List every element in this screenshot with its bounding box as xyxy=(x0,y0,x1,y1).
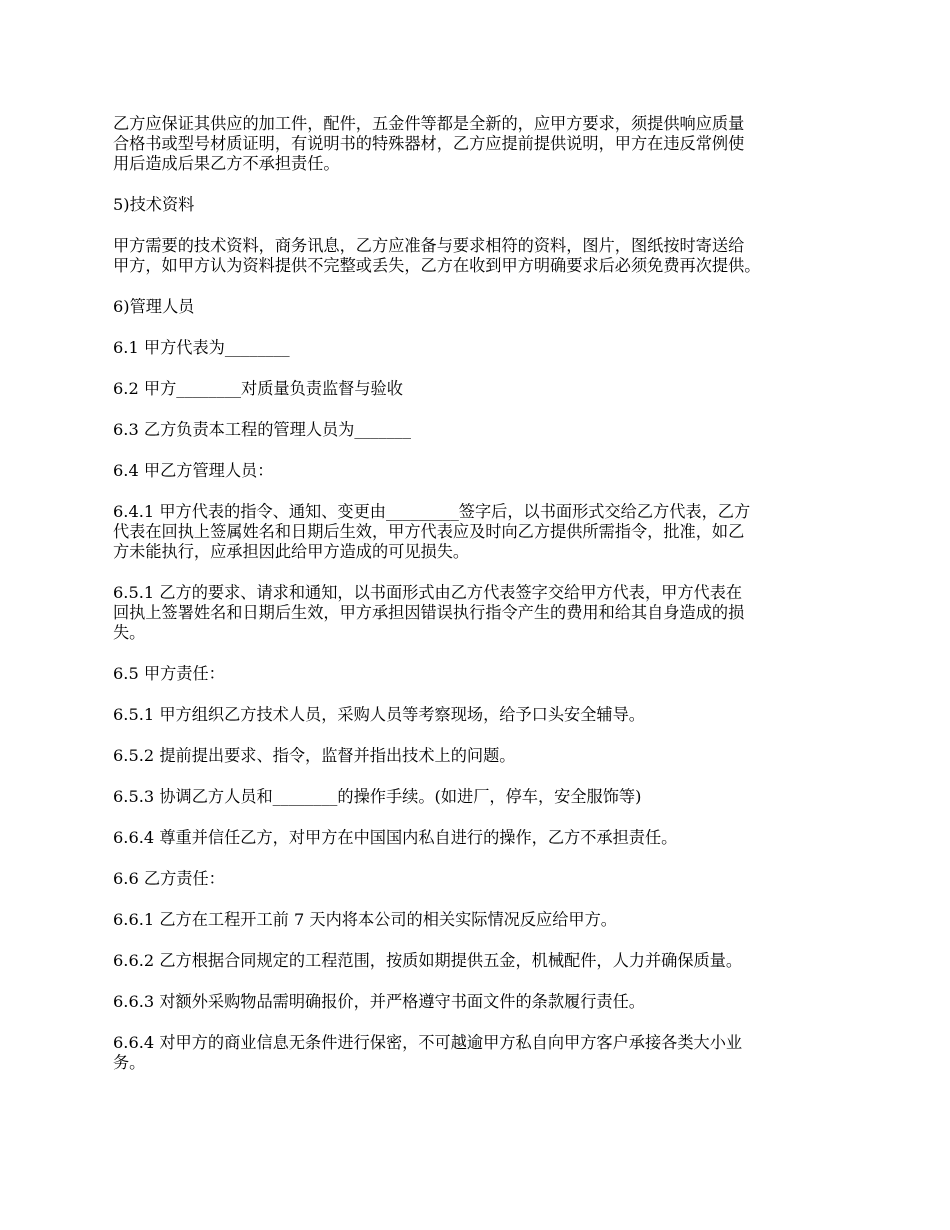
document-paragraph xyxy=(113,297,850,317)
paragraph-line: 6.4 甲乙方管理人员： xyxy=(113,461,274,480)
paragraph-line: 6.5.3 协调乙方人员和________的操作手续。(如进厂，停车，安全服饰等) xyxy=(113,787,642,806)
document-paragraph xyxy=(113,461,850,481)
paragraph-line: 6.1 甲方代表为________ xyxy=(113,338,290,357)
document-paragraph xyxy=(113,195,850,215)
paragraph-line: 甲方，如甲方认为资料提供不完整或丢失，乙方在收到甲方明确要求后必须免费再次提供。 xyxy=(113,256,761,275)
paragraph-line: 6)管理人员 xyxy=(113,297,195,316)
document-paragraph xyxy=(113,828,850,848)
document-paragraph xyxy=(113,910,850,930)
document-paragraph xyxy=(113,502,850,562)
document-paragraph xyxy=(113,787,850,807)
paragraph-line: 6.5.2 提前提出要求、指令，监督并指出技术上的问题。 xyxy=(113,746,516,765)
document-body xyxy=(113,114,850,1073)
paragraph-line: 乙方应保证其供应的加工件，配件，五金件等都是全新的，应甲方要求，须提供响应质量 xyxy=(113,114,745,133)
paragraph-line: 代表在回执上签属姓名和日期后生效，甲方代表应及时向乙方提供所需指令，批准，如乙 xyxy=(113,522,745,541)
paragraph-line: 6.5.1 乙方的要求、请求和通知，以书面形式由乙方代表签字交给甲方代表，甲方代表在 xyxy=(113,583,743,602)
document-paragraph xyxy=(113,583,850,643)
document-paragraph xyxy=(113,746,850,766)
paragraph-line: 6.3 乙方负责本工程的管理人员为_______ xyxy=(113,420,411,439)
paragraph-line: 失。 xyxy=(113,623,146,642)
document-paragraph xyxy=(113,236,850,276)
paragraph-line: 6.2 甲方________对质量负责监督与验收 xyxy=(113,379,403,398)
document-paragraph xyxy=(113,705,850,725)
paragraph-line: 6.6.4 尊重并信任乙方，对甲方在中国国内私自进行的操作，乙方不承担责任。 xyxy=(113,828,678,847)
paragraph-line: 6.5 甲方责任： xyxy=(113,664,225,683)
paragraph-line: 用后造成后果乙方不承担责任。 xyxy=(113,154,340,173)
paragraph-line: 6.6.4 对甲方的商业信息无条件进行保密，不可越逾甲方私自向甲方客户承接各类大小业 xyxy=(113,1033,743,1052)
paragraph-line: 甲方需要的技术资料，商务讯息，乙方应准备与要求相符的资料，图片，图纸按时寄送给 xyxy=(113,236,745,255)
document-paragraph xyxy=(113,869,850,889)
paragraph-line: 务。 xyxy=(113,1053,146,1072)
document-paragraph xyxy=(113,420,850,440)
document-paragraph xyxy=(113,338,850,358)
paragraph-line: 6.6.3 对额外采购物品需明确报价，并严格遵守书面文件的条款履行责任。 xyxy=(113,992,645,1011)
document-paragraph xyxy=(113,951,850,971)
document-paragraph xyxy=(113,114,850,174)
paragraph-line: 回执上签署姓名和日期后生效，甲方承担因错误执行指令产生的费用和给其自身造成的损 xyxy=(113,603,745,622)
paragraph-line: 方未能执行，应承担因此给甲方造成的可见损失。 xyxy=(113,542,470,561)
paragraph-line: 5)技术资料 xyxy=(113,195,195,214)
paragraph-line: 6.4.1 甲方代表的指令、通知、变更由_________签字后，以书面形式交给乙方代表，乙方 xyxy=(113,502,751,521)
document-paragraph xyxy=(113,379,850,399)
paragraph-line: 6.6 乙方责任： xyxy=(113,869,225,888)
document-paragraph xyxy=(113,992,850,1012)
paragraph-line: 6.5.1 甲方组织乙方技术人员，采购人员等考察现场，给予口头安全辅导。 xyxy=(113,705,645,724)
paragraph-line: 6.6.2 乙方根据合同规定的工程范围，按质如期提供五金，机械配件，人力并确保质量。 xyxy=(113,951,743,970)
document-paragraph xyxy=(113,664,850,684)
paragraph-line: 合格书或型号材质证明，有说明书的特殊器材，乙方应提前提供说明，甲方在违反常例使 xyxy=(113,134,745,153)
paragraph-line: 6.6.1 乙方在工程开工前 7 天内将本公司的相关实际情况反应给甲方。 xyxy=(113,910,617,929)
document-paragraph xyxy=(113,1033,850,1073)
